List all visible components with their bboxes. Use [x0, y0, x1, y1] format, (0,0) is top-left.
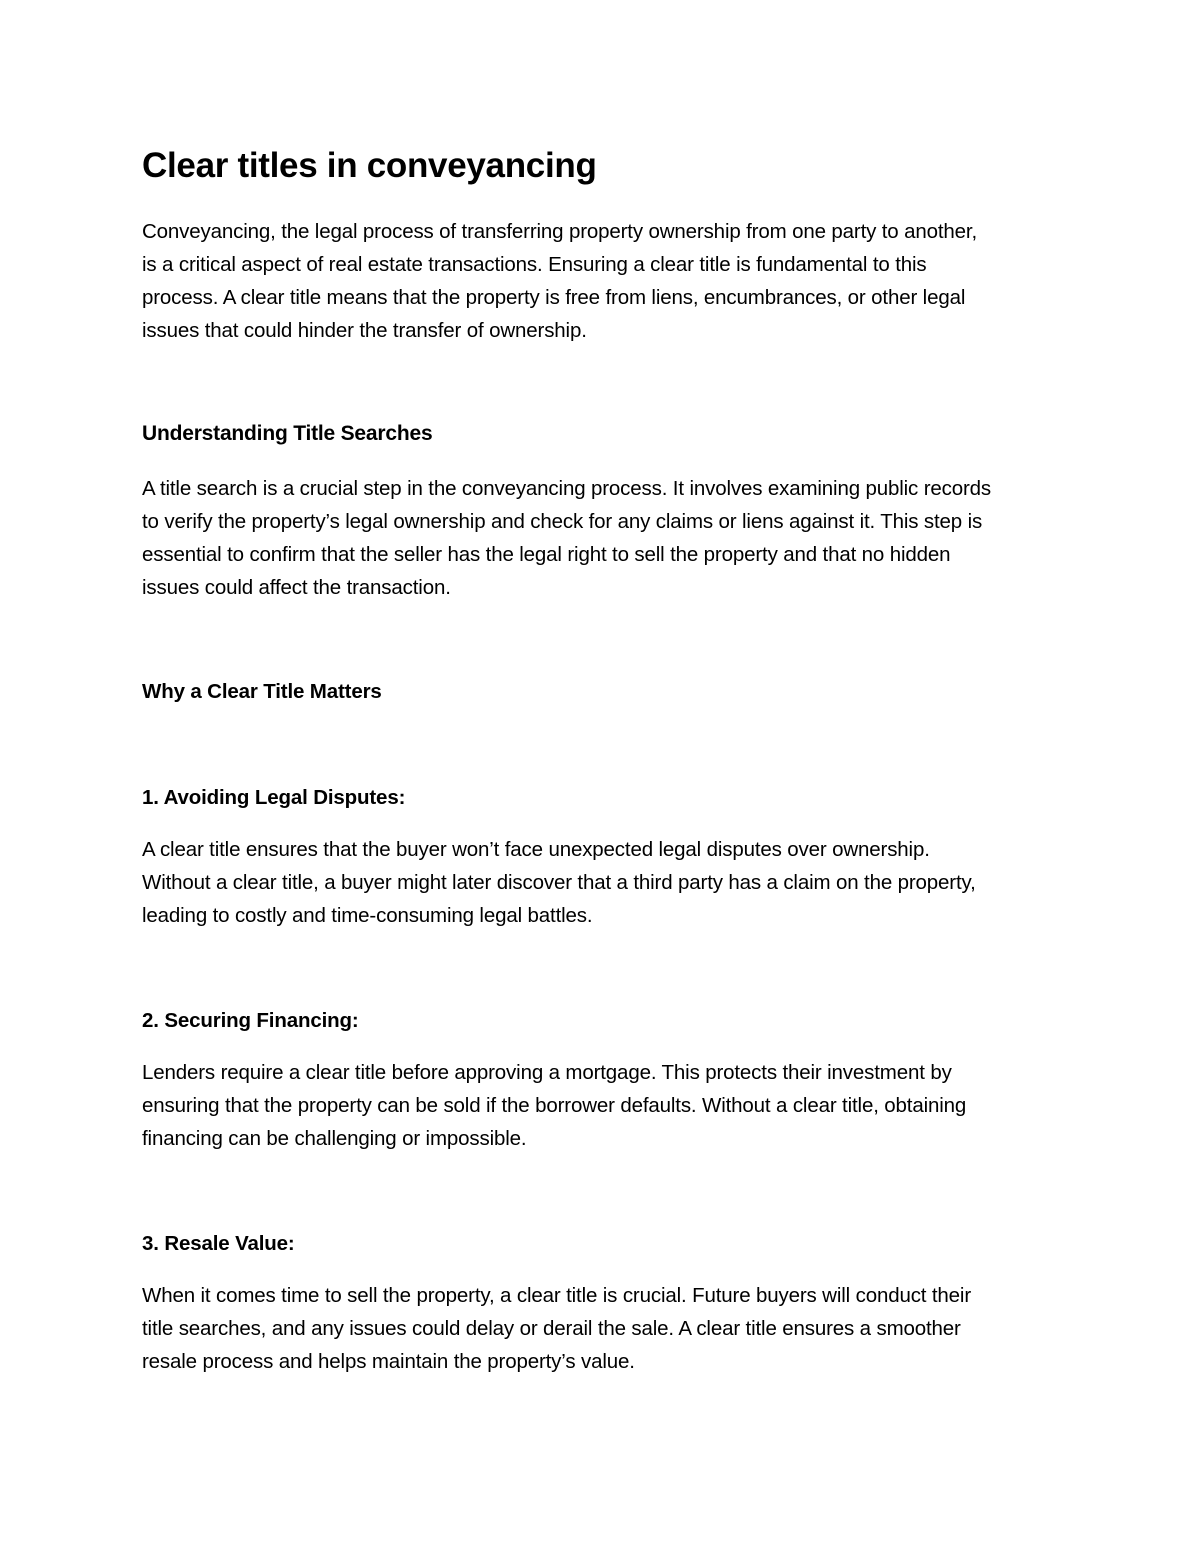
paragraph-line: A clear title ensures that the buyer won’t face unexpected legal disputes over ownership.: [142, 838, 930, 861]
paragraph-line: essential to confirm that the seller has the legal right to sell the property and that no hidden: [142, 543, 951, 566]
paragraph-line: A title search is a crucial step in the conveyancing process. It involves examining public records: [142, 477, 992, 500]
paragraph-line: resale process and helps maintain the property’s value.: [142, 1350, 635, 1373]
intro-line: issues that could hinder the transfer of ownership.: [142, 319, 587, 342]
paragraph-line: issues could affect the transaction.: [142, 576, 451, 599]
paragraph-line: ensuring that the property can be sold if the borrower defaults. Without a clear title, obtaining: [142, 1094, 967, 1117]
intro-line: is a critical aspect of real estate transactions. Ensuring a clear title is fundamental to this: [142, 253, 927, 276]
paragraph-line: financing can be challenging or impossible.: [142, 1127, 527, 1150]
document-title: Clear titles in conveyancing: [142, 146, 597, 185]
point-heading-securing-financing: 2. Securing Financing:: [142, 1009, 359, 1032]
point-heading-resale-value: 3. Resale Value:: [142, 1232, 295, 1255]
section-heading-title-searches: Understanding Title Searches: [142, 422, 433, 445]
paragraph-line: Lenders require a clear title before approving a mortgage. This protects their investment by: [142, 1061, 952, 1084]
paragraph-line: leading to costly and time-consuming legal battles.: [142, 904, 593, 927]
section-heading-why-clear-title: Why a Clear Title Matters: [142, 680, 382, 703]
intro-paragraph: [142, 215, 1072, 347]
paragraph-line: to verify the property’s legal ownership and check for any claims or liens against it. This step is: [142, 510, 983, 533]
intro-line: process. A clear title means that the property is free from liens, encumbrances, or other legal: [142, 286, 966, 309]
title-searches-paragraph: [142, 472, 1072, 604]
paragraph-line: title searches, and any issues could delay or derail the sale. A clear title ensures a smoother: [142, 1317, 961, 1340]
point-paragraph-resale-value: [142, 1279, 1072, 1378]
point-paragraph-legal-disputes: [142, 833, 1072, 932]
document-page: [142, 0, 1072, 1553]
intro-line: Conveyancing, the legal process of transferring property ownership from one party to another,: [142, 220, 977, 243]
paragraph-line: When it comes time to sell the property, a clear title is crucial. Future buyers will conduct their: [142, 1284, 972, 1307]
paragraph-line: Without a clear title, a buyer might later discover that a third party has a claim on the property,: [142, 871, 976, 894]
point-heading-legal-disputes: 1. Avoiding Legal Disputes:: [142, 786, 406, 809]
point-paragraph-securing-financing: [142, 1056, 1072, 1155]
